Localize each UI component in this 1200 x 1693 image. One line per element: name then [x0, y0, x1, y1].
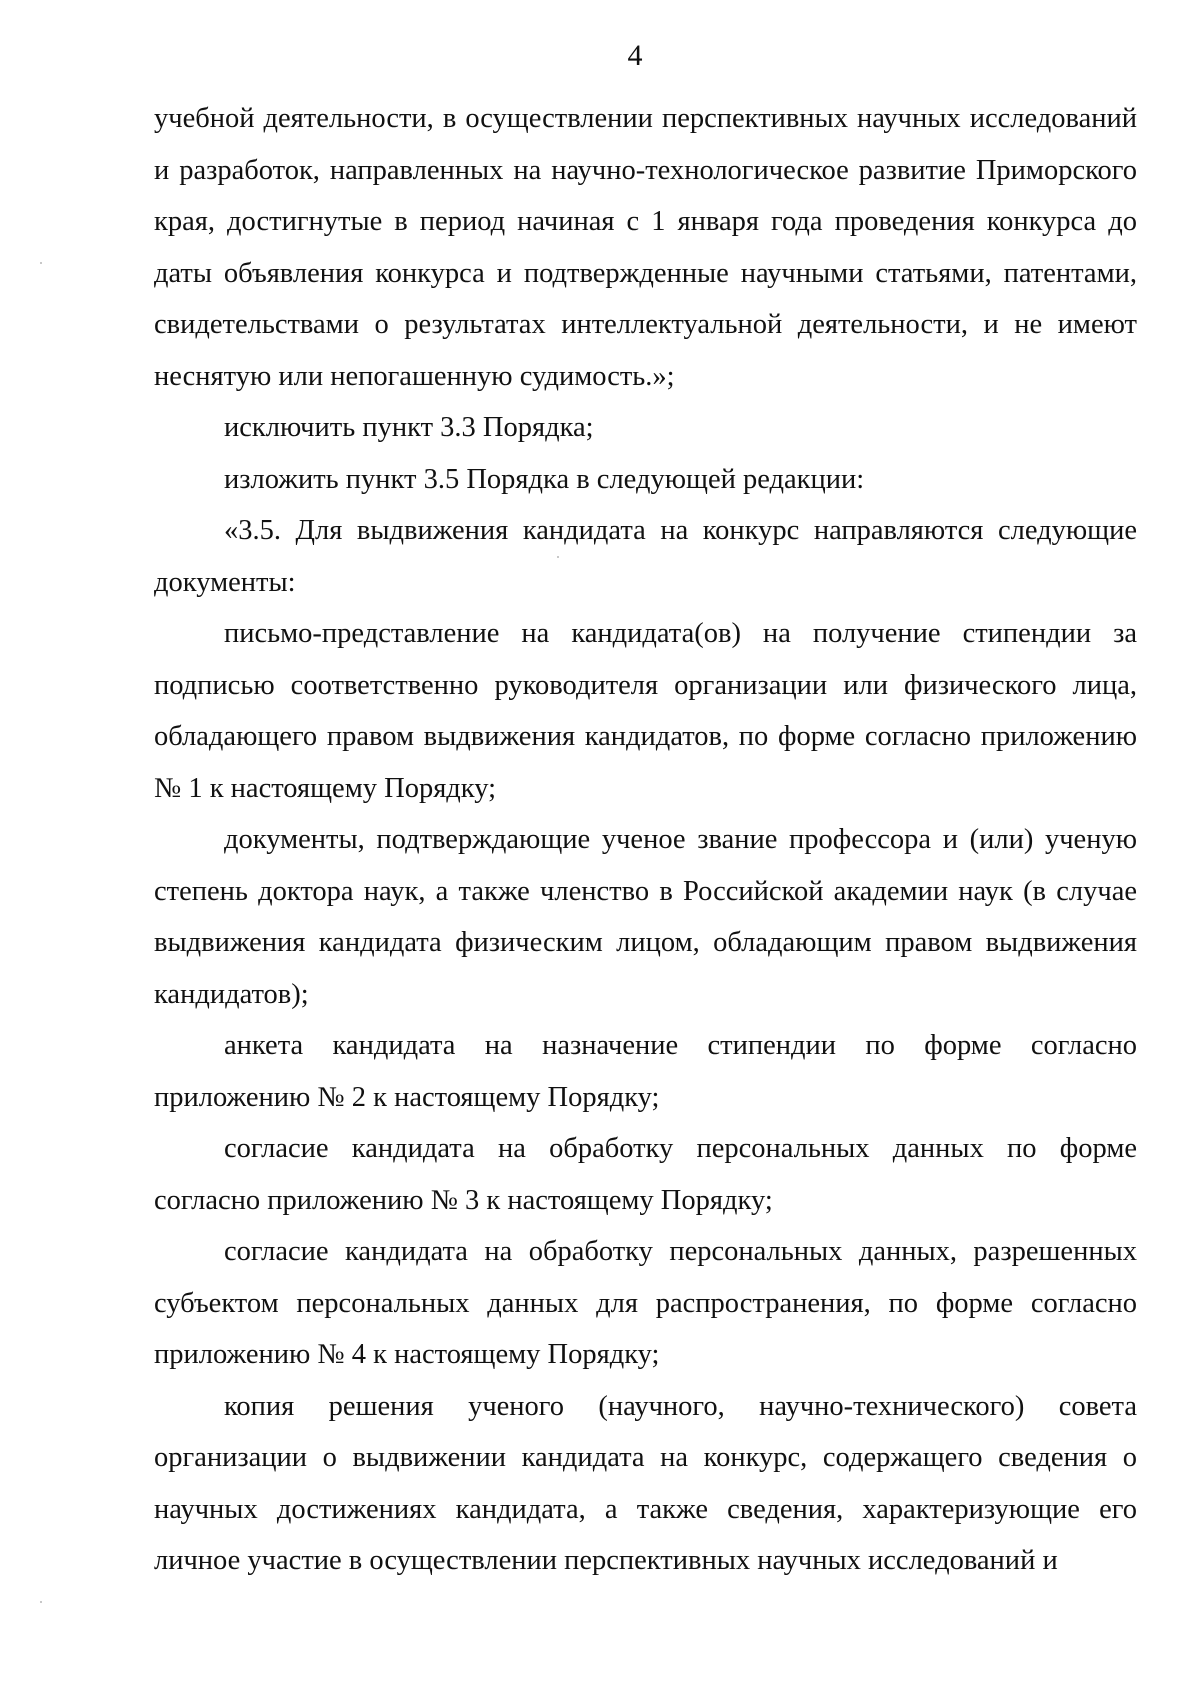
paragraph-consent-processing: согласие кандидата на обработку персональных данных по форме согласно приложению № 3 к настоящему Порядку;: [154, 1133, 1137, 1216]
paragraph-consent-distribution: согласие кандидата на обработку персональных данных, разрешенных субъектом персональных данных для распространения, по форме согласно приложению № 4 к настоящему Порядку;: [154, 1236, 1137, 1370]
paragraph-exclude-item: исключить пункт 3.3 Порядка;: [224, 412, 594, 443]
scan-speck: [40, 1601, 42, 1603]
paragraph-restate-item: изложить пункт 3.5 Порядка в следующей редакции:: [224, 463, 865, 495]
paragraph-item-3-5: «3.5. Для выдвижения кандидата на конкурс направляются следующие документы:: [154, 515, 1137, 598]
document-body: [154, 93, 1137, 1587]
paragraph-title-documents: документы, подтверждающие ученое звание профессора и (или) ученую степень доктора наук, а также членство в Российской академии наук (в случае выдвижения кандидата физическим лицом, обладающим правом выдвижения кандидатов);: [154, 824, 1137, 1010]
page-number: 4: [627, 39, 643, 72]
scan-speck: [557, 556, 559, 558]
paragraph-council-decision: копия решения ученого (научного, научно-технического) совета организации о выдвижении кандидата на конкурс, содержащего сведения о научных достижениях кандидата, а также сведения, характеризующие его личное участие в осуществлении перспективных научных исследований и: [154, 1390, 1137, 1576]
scan-speck: [40, 262, 42, 264]
paragraph-letter-of-nomination: письмо-представление на кандидата(ов) на получение стипендии за подписью соответственно руководителя организации или физического лица, обладающего правом выдвижения кандидатов, по форме согласно приложению № 1 к настоящему Порядку;: [154, 618, 1137, 804]
paragraph-candidate-form: анкета кандидата на назначение стипендии по форме согласно приложению № 2 к настоящему Порядку;: [154, 1030, 1137, 1113]
paragraph-continuation: учебной деятельности, в осуществлении перспективных научных исследований и разработок, направленных на научно-технологическое развитие Приморского края, достигнутые в период начиная с 1 января года проведения конкурса до даты объявления конкурса и подтвержденные научными статьями, патентами, свидетельствами о результатах интеллектуальной деятельности, и не имеют неснятую или непогашенную судимость.»;: [154, 103, 1137, 392]
